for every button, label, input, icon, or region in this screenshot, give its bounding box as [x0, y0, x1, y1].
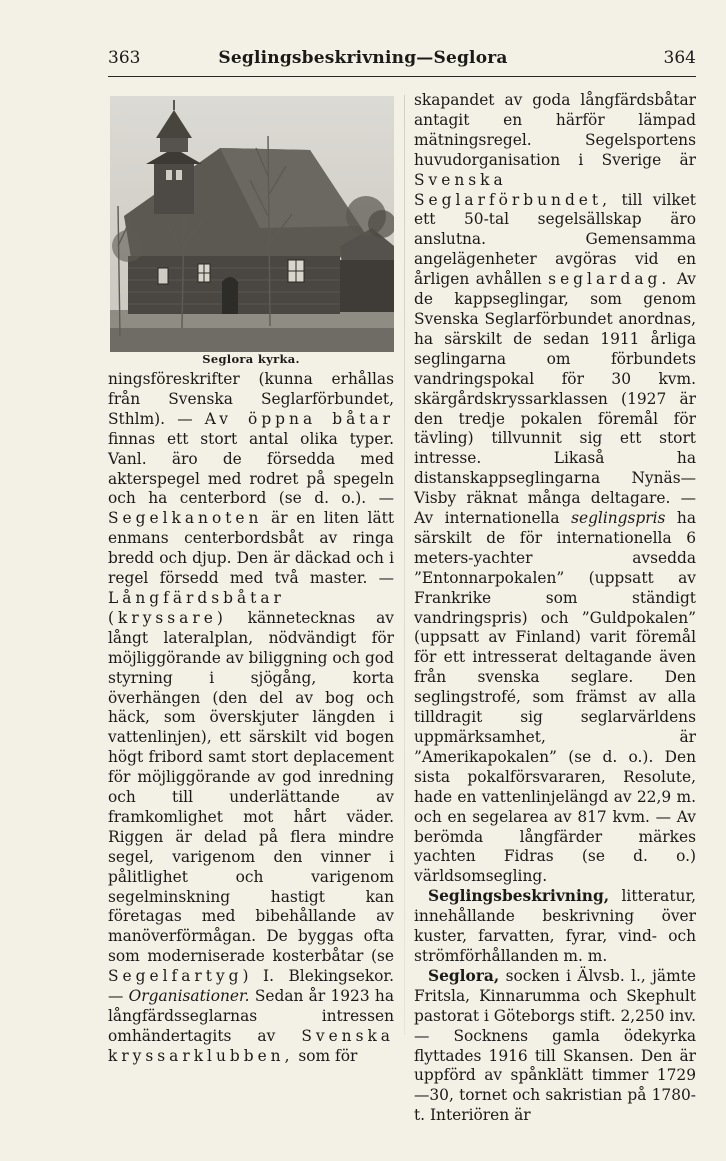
italic-term: Organisationer.	[128, 987, 250, 1006]
text: Av de kappseglingar, som genom Svenska Seglarförbundet anordnas, ha särskilt de sedan 1911 årliga seglingarna om förbundets vandringspokal för 30 kvm. skärgårdskryssarklassen (1927 är den tredje pokalen föremål för tävling) tillvunnit sig ett stort intresse. Likaså ha distanskappseglingarna Nynäs—Visby räknat många deltagare. — Av internationella	[414, 270, 696, 528]
right-column	[414, 91, 696, 1126]
spaced-term: Svenska kryssarklubben,	[108, 1026, 394, 1065]
tower	[154, 162, 194, 214]
entry-headword: Seglora,	[428, 966, 500, 985]
figure-caption: Seglora kyrka.	[202, 352, 300, 366]
spaced-term: Svenska Seglarförbundet,	[414, 170, 611, 209]
text: skapandet av goda långfärdsbåtar antagit en härför lämpad mätningsregel. Segelsportens huvudorganisation i Sverige är	[414, 91, 696, 169]
spaced-term: Långfärdsbåtar (kryssare)	[108, 588, 285, 627]
running-title: Seglingsbeskrivning—Seglora	[218, 48, 508, 68]
text: som för	[293, 1046, 358, 1065]
page-number-right: 364	[663, 48, 696, 68]
spaced-term: Segelkanoten	[108, 509, 263, 528]
left-paragraph	[108, 370, 394, 1067]
entry-headword: Seglingsbeskrivning,	[428, 887, 610, 906]
text: Sedan år 1923 ha långfärdsseglarnas intressen omhändertagits av	[108, 987, 394, 1045]
italic-term: seglingspris	[571, 509, 666, 528]
window	[158, 268, 168, 284]
column-divider	[404, 95, 405, 1035]
left-column	[108, 370, 394, 1067]
text: kännetecknas av långt lateralplan, nödvändigt för möjliggörande av biliggning och god styrning i sjögång, korta överhängen (den del av bog och häck, som överskjuter längden i vattenlinjen), ett särskilt vid bogen högt fribord samt stort deplacement för möjliggörande av god inredning och till underlättande av framkomlighet mot hårt väder. Riggen är delad på flera mindre segel, varigenom den vinner i pålitlighet och varigenom segelminskning hastigt kan företagas med bibehållande av manöverförmågan. De byggas ofta som moderniserade kosterbåtar (se	[108, 608, 394, 966]
right-paragraph	[414, 91, 696, 887]
header-rule	[108, 76, 696, 77]
spaced-term: seglardag.	[548, 270, 671, 289]
text: socken i Älvsb. l., jämte Fritsla, Kinnarumma och Skephult pastorat i Göteborgs stift. 2,250 inv. — Socknens gamla ödekyrka flyttades 1916 till Skansen. Den är uppförd av spånklätt timmer 1729—30, tornet och sakristian på 1780-t. Interiören är	[414, 966, 696, 1125]
entry-seglora	[414, 967, 696, 1126]
door	[222, 277, 238, 314]
church-photo	[110, 96, 394, 352]
text: finnas ett stort antal olika typer. Vanl. äro de försedda med akterspegel med rodret på spegeln och ha centerbord (se d. o.). —	[108, 429, 394, 508]
text: till vilket ett 50-tal segelsällskap äro anslutna. Gemensamma angelägenheter avgöras vid en årligen avhållen	[414, 190, 696, 289]
spaced-term: Segelfartyg	[108, 967, 243, 986]
text: ningsföreskrifter (kunna erhållas från Svenska Seglarförbundet, Sthlm). —	[108, 370, 394, 428]
spaced-term: Av öppna båtar	[204, 409, 395, 428]
page-number-left: 363	[108, 48, 141, 68]
text: är en liten lätt enmans centerbordsbåt av ringa bredd och djup. Den är däckad och i regel försedd med två master. —	[108, 509, 394, 588]
entry-seglingsbeskrivning	[414, 887, 696, 967]
text: litteratur, innehållande beskrivning över kuster, farvatten, fyrar, vind- och strömförhållanden m. m.	[414, 887, 696, 965]
text: ha särskilt de för internationella 6 meters-yachter avsedda ”Entonnarpokalen” (uppsatt av Frankrike som ständigt vandringspris) och ”Guldpokalen” (uppsatt av Finland) varit föremål för ett intresserat deltagande även från svenska seglare. Den seglingstrofé, som främst av alla tilldragit sig seglarvärldens uppmärksamhet, är ”Amerikapokalen” (se d. o.). Den sista pokalförsvararen, Resolute, hade en vattenlinjelängd av 22,9 m. och en segelarea av 817 kvm. — Av berömda långfärder märkes yachten Fidras (se d. o.) världsomsegling.	[414, 509, 696, 886]
text: ) I. Blekingsekor. —	[108, 967, 394, 1006]
